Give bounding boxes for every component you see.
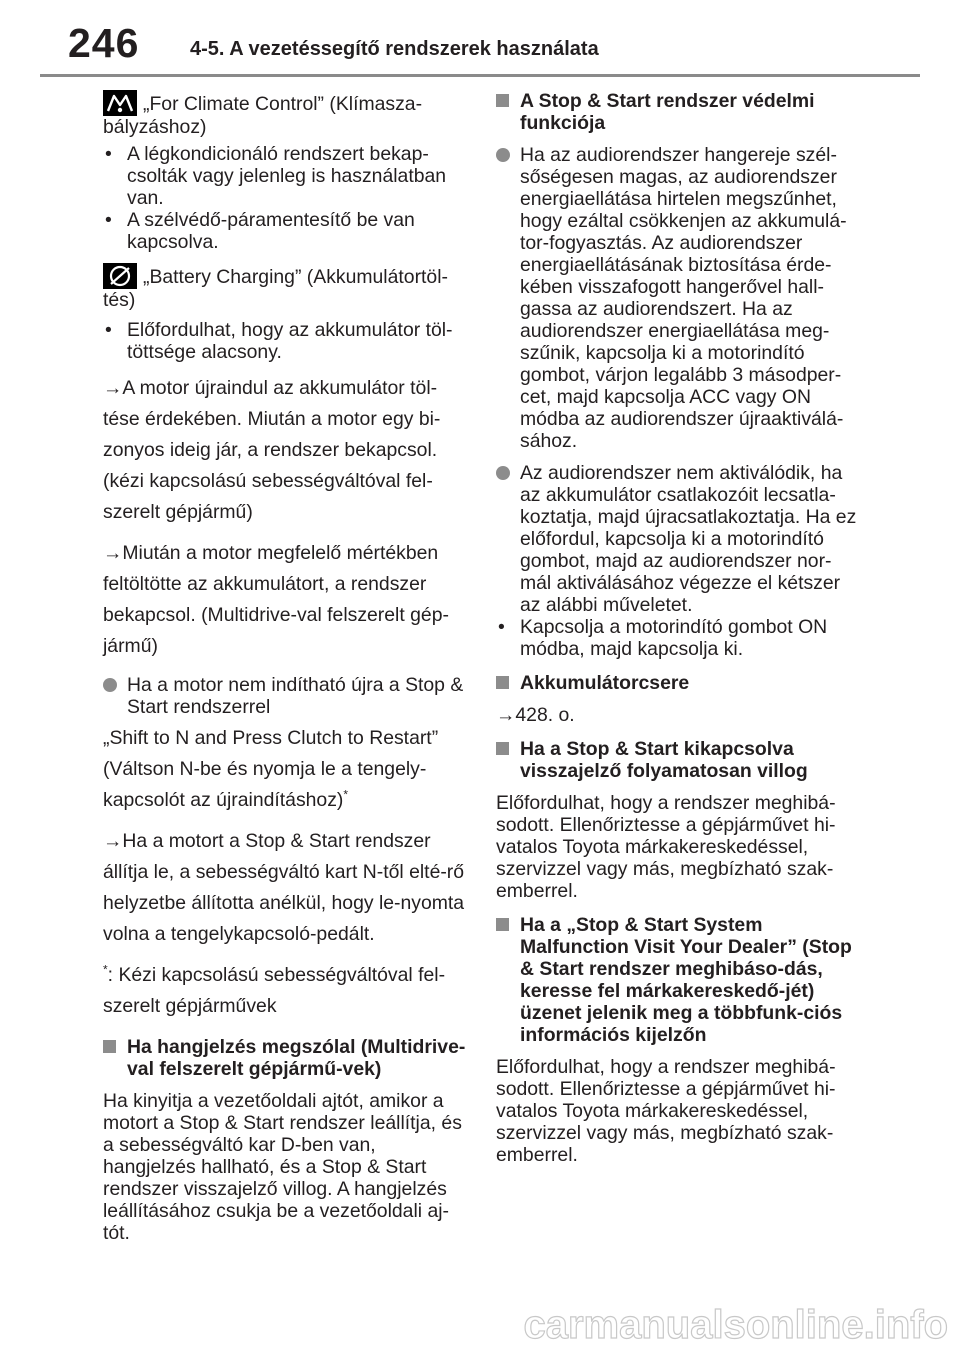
- protect-bullet: [496, 616, 858, 660]
- battery-bullet-1: [103, 319, 468, 363]
- buzzer-heading-text: Ha hangjelzés megszólal (Multidrive-val felszerelt gépjármű-vek): [127, 1036, 466, 1080]
- point-dot: [496, 144, 510, 167]
- buzzer-heading: [103, 1036, 468, 1080]
- heading-square: [496, 672, 509, 694]
- buzzer-body: Ha kinyitja a vezetőoldali ajtót, amikor a motort a Stop & Start rendszer leállítja, és a sebességváltó kar D-ben van, hangjelzés hallható, és a Stop & Start rendszer visszajelző villog. A hangjelzés leállításához csukja be a vezetőoldali aj-tót.: [103, 1090, 462, 1244]
- restart-message-text: „Shift to N and Press Clutch to Restart” (Váltson N-be és nyomja le a tengely-kapcsolót az újraindításhoz): [103, 727, 439, 811]
- bullet-mark: •: [105, 209, 112, 231]
- battery-title-line1: „Battery Charging” (Akkumulátortöl-: [143, 266, 448, 288]
- heading-square: [103, 1036, 116, 1058]
- malfunction-body: Előfordulhat, hogy a rendszer meghibá-sodott. Ellenőriztesse a gépjárművet hi-vatalos Toyota márkakereskedéssel, szervizzel vagy más, megbízható szak-emberrel.: [496, 1056, 836, 1166]
- protect-heading-text: A Stop & Start rendszer védelmi funkciója: [520, 90, 815, 134]
- restart-message: [103, 723, 468, 816]
- battery-heading: [496, 672, 858, 694]
- restart-point: [103, 674, 468, 718]
- malfunction-heading: [496, 914, 858, 1046]
- heading-square: [496, 90, 509, 112]
- battery-title: [103, 263, 468, 311]
- right-column: [496, 90, 858, 1166]
- protect-point-1-text: Ha az audiorendszer hangereje szél-sőségesen magas, az audiorendszer energiaellátása hirtelen megszűnhet, hogy ezáltal csökkenjen az akkumulá-tor-fogyasztás. Az audiorendszer energiaellátásának biztosítása érde-kében visszafogott hangerővel hall-gassa az audiorendszert. Ha az audiorendszer energiaellátása meg-szűnik, kapcsolja ki a motorindító gombot, várjon legalább 3 másodper-cet, majd kapcsolja ACC vagy ON módba az audiorendszer újraaktiválá-sához.: [520, 144, 847, 452]
- battery-bullet-text: Előfordulhat, hogy az akkumulátor töl-töttsége alacsony.: [127, 319, 453, 363]
- restart-point-text: Ha a motor nem indítható újra a Stop & Start rendszerrel: [127, 674, 464, 718]
- blink-body: Előfordulhat, hogy a rendszer meghibá-sodott. Ellenőriztesse a gépjárművet hi-vatalos Toyota márkakereskedéssel, szervizzel vagy más, megbízható szak-emberrel.: [496, 792, 836, 902]
- footnote-mark: *: [103, 962, 108, 977]
- climate-bullet-text: A légkondicionáló rendszert bekap-csolták vagy jelenleg is használatban van.: [127, 143, 447, 209]
- climate-title: [103, 90, 468, 138]
- battery-heading-text: Akkumulátorcsere: [520, 672, 690, 694]
- blink-heading-text: Ha a Stop & Start kikapcsolva visszajelző folyamatosan villog: [520, 738, 808, 782]
- arrow-text-2: →Miután a motor megfelelő mértékben feltöltötte az akkumulátort, a rendszer bekapcsol. (Multidrive-val felszerelt gép-jármű): [103, 542, 449, 657]
- arrow-text-1: →A motor újraindul az akkumulátor töl-tése érdekében. Miután a motor egy bi-zonyos ideig jár, a rendszer bekapcsol. (kézi kapcsolású sebességváltóval fel-szerelt gépjármű): [103, 377, 441, 523]
- climate-bullet-1: [103, 143, 468, 209]
- protect-point-1: [496, 144, 858, 452]
- protect-point-2: [496, 462, 858, 616]
- section-title: 4-5. A vezetéssegítő rendszerek használata: [190, 38, 599, 60]
- page-header: [0, 0, 960, 88]
- watermark-text: carmanualsonline.info: [523, 1303, 948, 1347]
- battery-title-line2: tés): [103, 289, 136, 311]
- arrow-text-3: →Ha a motort a Stop & Start rendszer állítja le, a sebességváltó kart N-től elté-rő helyzetbe állította anélkül, hogy le-nyomta volna a tengelykapcsoló-pedált.: [103, 830, 465, 945]
- blink-heading: [496, 738, 858, 782]
- footnote-label: :: [107, 964, 114, 986]
- watermark: [0, 1290, 960, 1352]
- footnote-reference: *: [343, 787, 349, 802]
- malfunction-heading-text: Ha a „Stop & Start System Malfunction Visit Your Dealer” (Stop & Start rendszer meghibáso-dás, keresse fel márkakereskedő-jét) üzenet jelenik meg a többfunk-ciós információs kijelzőn: [520, 914, 852, 1046]
- climate-bullet-text: A szélvédő-páramentesítő be van kapcsolva.: [127, 209, 415, 253]
- climate-control-indicator-icon: [103, 90, 137, 116]
- climate-bullet-2: [103, 209, 468, 253]
- bullet-mark: •: [105, 143, 112, 165]
- protect-bullet-text: Kapcsolja a motorindító gombot ON módba, majd kapcsolja ki.: [520, 616, 828, 660]
- footnote: [103, 960, 468, 1022]
- heading-square: [496, 738, 509, 760]
- point-dot: [496, 462, 510, 485]
- protect-heading: [496, 90, 858, 134]
- battery-ref: →428. o.: [496, 704, 575, 726]
- heading-square: [496, 914, 509, 936]
- footnote-text: Kézi kapcsolású sebességváltóval fel-szerelt gépjárművek: [103, 964, 446, 1017]
- left-column: [103, 90, 468, 1244]
- bullet-mark: •: [498, 616, 505, 638]
- point-dot: [103, 674, 117, 697]
- battery-charging-indicator-icon: [103, 263, 137, 289]
- climate-title-line1: „For Climate Control” (Klímasza-: [143, 93, 423, 115]
- protect-point-2-text: Az audiorendszer nem aktiválódik, ha az akkumulátor csatlakozóit lecsatla-koztatja, majd újracsatlakoztatja. Ha ez előfordul, kapcsolja ki a motorindító gombot, majd az audiorendszer nor-mál aktiválásához végezze el kétszer az alábbi műveletet.: [520, 462, 857, 616]
- header-divider: [40, 74, 920, 77]
- bullet-mark: •: [105, 319, 112, 341]
- page-number: 246: [68, 20, 140, 66]
- climate-title-line2: bályzáshoz): [103, 116, 207, 138]
